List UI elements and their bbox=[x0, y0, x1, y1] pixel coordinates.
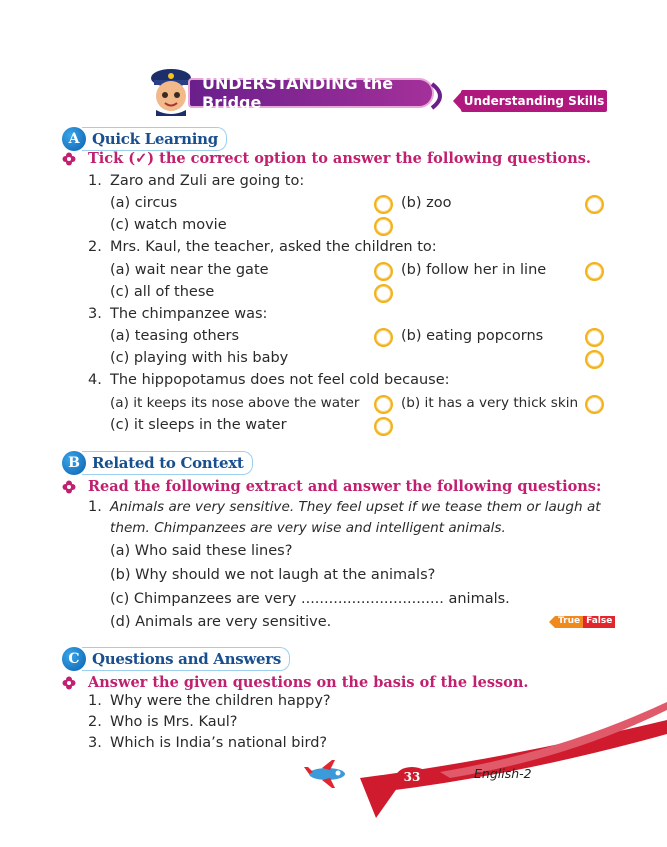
answer-checkbox[interactable] bbox=[585, 395, 604, 414]
option-label: (c) it sleeps in the water bbox=[110, 417, 287, 433]
question-text: Mrs. Kaul, the teacher, asked the children to: bbox=[110, 239, 437, 255]
answer-checkbox[interactable] bbox=[374, 395, 393, 414]
question-text: Zaro and Zuli are going to: bbox=[110, 173, 305, 189]
answer-checkbox[interactable] bbox=[374, 417, 393, 436]
option-label: (b) zoo bbox=[401, 195, 452, 211]
understanding-skills-tag: Understanding Skills bbox=[461, 90, 607, 112]
true-option[interactable]: True bbox=[555, 616, 583, 628]
banner-title-text: UNDERSTANDING the Bridge bbox=[202, 74, 394, 112]
false-option[interactable]: False bbox=[583, 616, 615, 628]
answer-checkbox[interactable] bbox=[374, 262, 393, 281]
answer-checkbox[interactable] bbox=[585, 350, 604, 369]
extract-number: 1. bbox=[88, 499, 102, 515]
answer-checkbox[interactable] bbox=[374, 284, 393, 303]
option-label: (c) all of these bbox=[110, 284, 215, 300]
section-a-badge: A bbox=[62, 127, 86, 151]
option-label: (b) follow her in line bbox=[401, 262, 547, 278]
airplane-icon bbox=[302, 760, 352, 788]
subquestion: (b) Why should we not laugh at the animals? bbox=[110, 567, 436, 583]
book-name: English-2 bbox=[474, 766, 532, 781]
question-number: 2. bbox=[88, 714, 102, 730]
answer-checkbox[interactable] bbox=[374, 328, 393, 347]
question-text: The chimpanzee was: bbox=[110, 306, 268, 322]
question-text: Which is India’s national bird? bbox=[110, 735, 328, 751]
banner-curl-icon bbox=[430, 82, 450, 110]
section-a-heading bbox=[62, 125, 227, 153]
subquestion: (d) Animals are very sensitive. bbox=[110, 614, 332, 630]
footer-swoosh-decoration bbox=[300, 700, 667, 830]
true-false-toggle[interactable] bbox=[555, 616, 615, 628]
flower-bullet-icon bbox=[62, 676, 76, 690]
answer-checkbox[interactable] bbox=[374, 195, 393, 214]
option-label: (c) watch movie bbox=[110, 217, 227, 233]
page-number: 33 bbox=[396, 767, 428, 787]
section-c-instruction: Answer the given questions on the basis of the lesson. bbox=[62, 674, 528, 691]
question-text: The hippopotamus does not feel cold because: bbox=[110, 372, 450, 388]
flower-bullet-icon bbox=[62, 152, 76, 166]
section-b-heading bbox=[62, 449, 253, 477]
extract-line-2: them. Chimpanzees are very wise and intelligent animals. bbox=[110, 520, 506, 536]
extract-line-1: Animals are very sensitive. They feel upset if we tease them or laugh at bbox=[110, 499, 601, 515]
option-label: (a) wait near the gate bbox=[110, 262, 269, 278]
section-b-badge: B bbox=[62, 451, 86, 475]
subquestion: (a) Who said these lines? bbox=[110, 543, 293, 559]
question-number: 3. bbox=[88, 306, 102, 322]
page-header bbox=[146, 66, 446, 116]
answer-checkbox[interactable] bbox=[374, 217, 393, 236]
section-c-title: Questions and Answers bbox=[82, 647, 290, 671]
answer-checkbox[interactable] bbox=[585, 328, 604, 347]
answer-checkbox[interactable] bbox=[585, 195, 604, 214]
option-label: (a) circus bbox=[110, 195, 178, 211]
banner-title bbox=[188, 74, 434, 112]
question-number: 1. bbox=[88, 693, 102, 709]
subquestion: (c) Chimpanzees are very ............................... animals. bbox=[110, 591, 510, 607]
option-label: (c) playing with his baby bbox=[110, 350, 289, 366]
section-b-instruction: Read the following extract and answer the following questions: bbox=[62, 478, 601, 495]
flower-bullet-icon bbox=[62, 480, 76, 494]
question-text: Who is Mrs. Kaul? bbox=[110, 714, 238, 730]
section-c-heading bbox=[62, 645, 290, 673]
section-a-instruction: Tick (✓) the correct option to answer the following questions. bbox=[62, 150, 591, 167]
question-number: 3. bbox=[88, 735, 102, 751]
option-label: (a) it keeps its nose above the water bbox=[110, 395, 360, 411]
section-b-title: Related to Context bbox=[82, 451, 253, 475]
question-number: 2. bbox=[88, 239, 102, 255]
answer-checkbox[interactable] bbox=[585, 262, 604, 281]
question-number: 1. bbox=[88, 173, 102, 189]
option-label: (b) it has a very thick skin bbox=[401, 395, 579, 411]
option-label: (b) eating popcorns bbox=[401, 328, 544, 344]
section-a-title: Quick Learning bbox=[82, 127, 227, 151]
section-c-badge: C bbox=[62, 647, 86, 671]
option-label: (a) teasing others bbox=[110, 328, 240, 344]
question-number: 4. bbox=[88, 372, 102, 388]
question-text: Why were the children happy? bbox=[110, 693, 331, 709]
